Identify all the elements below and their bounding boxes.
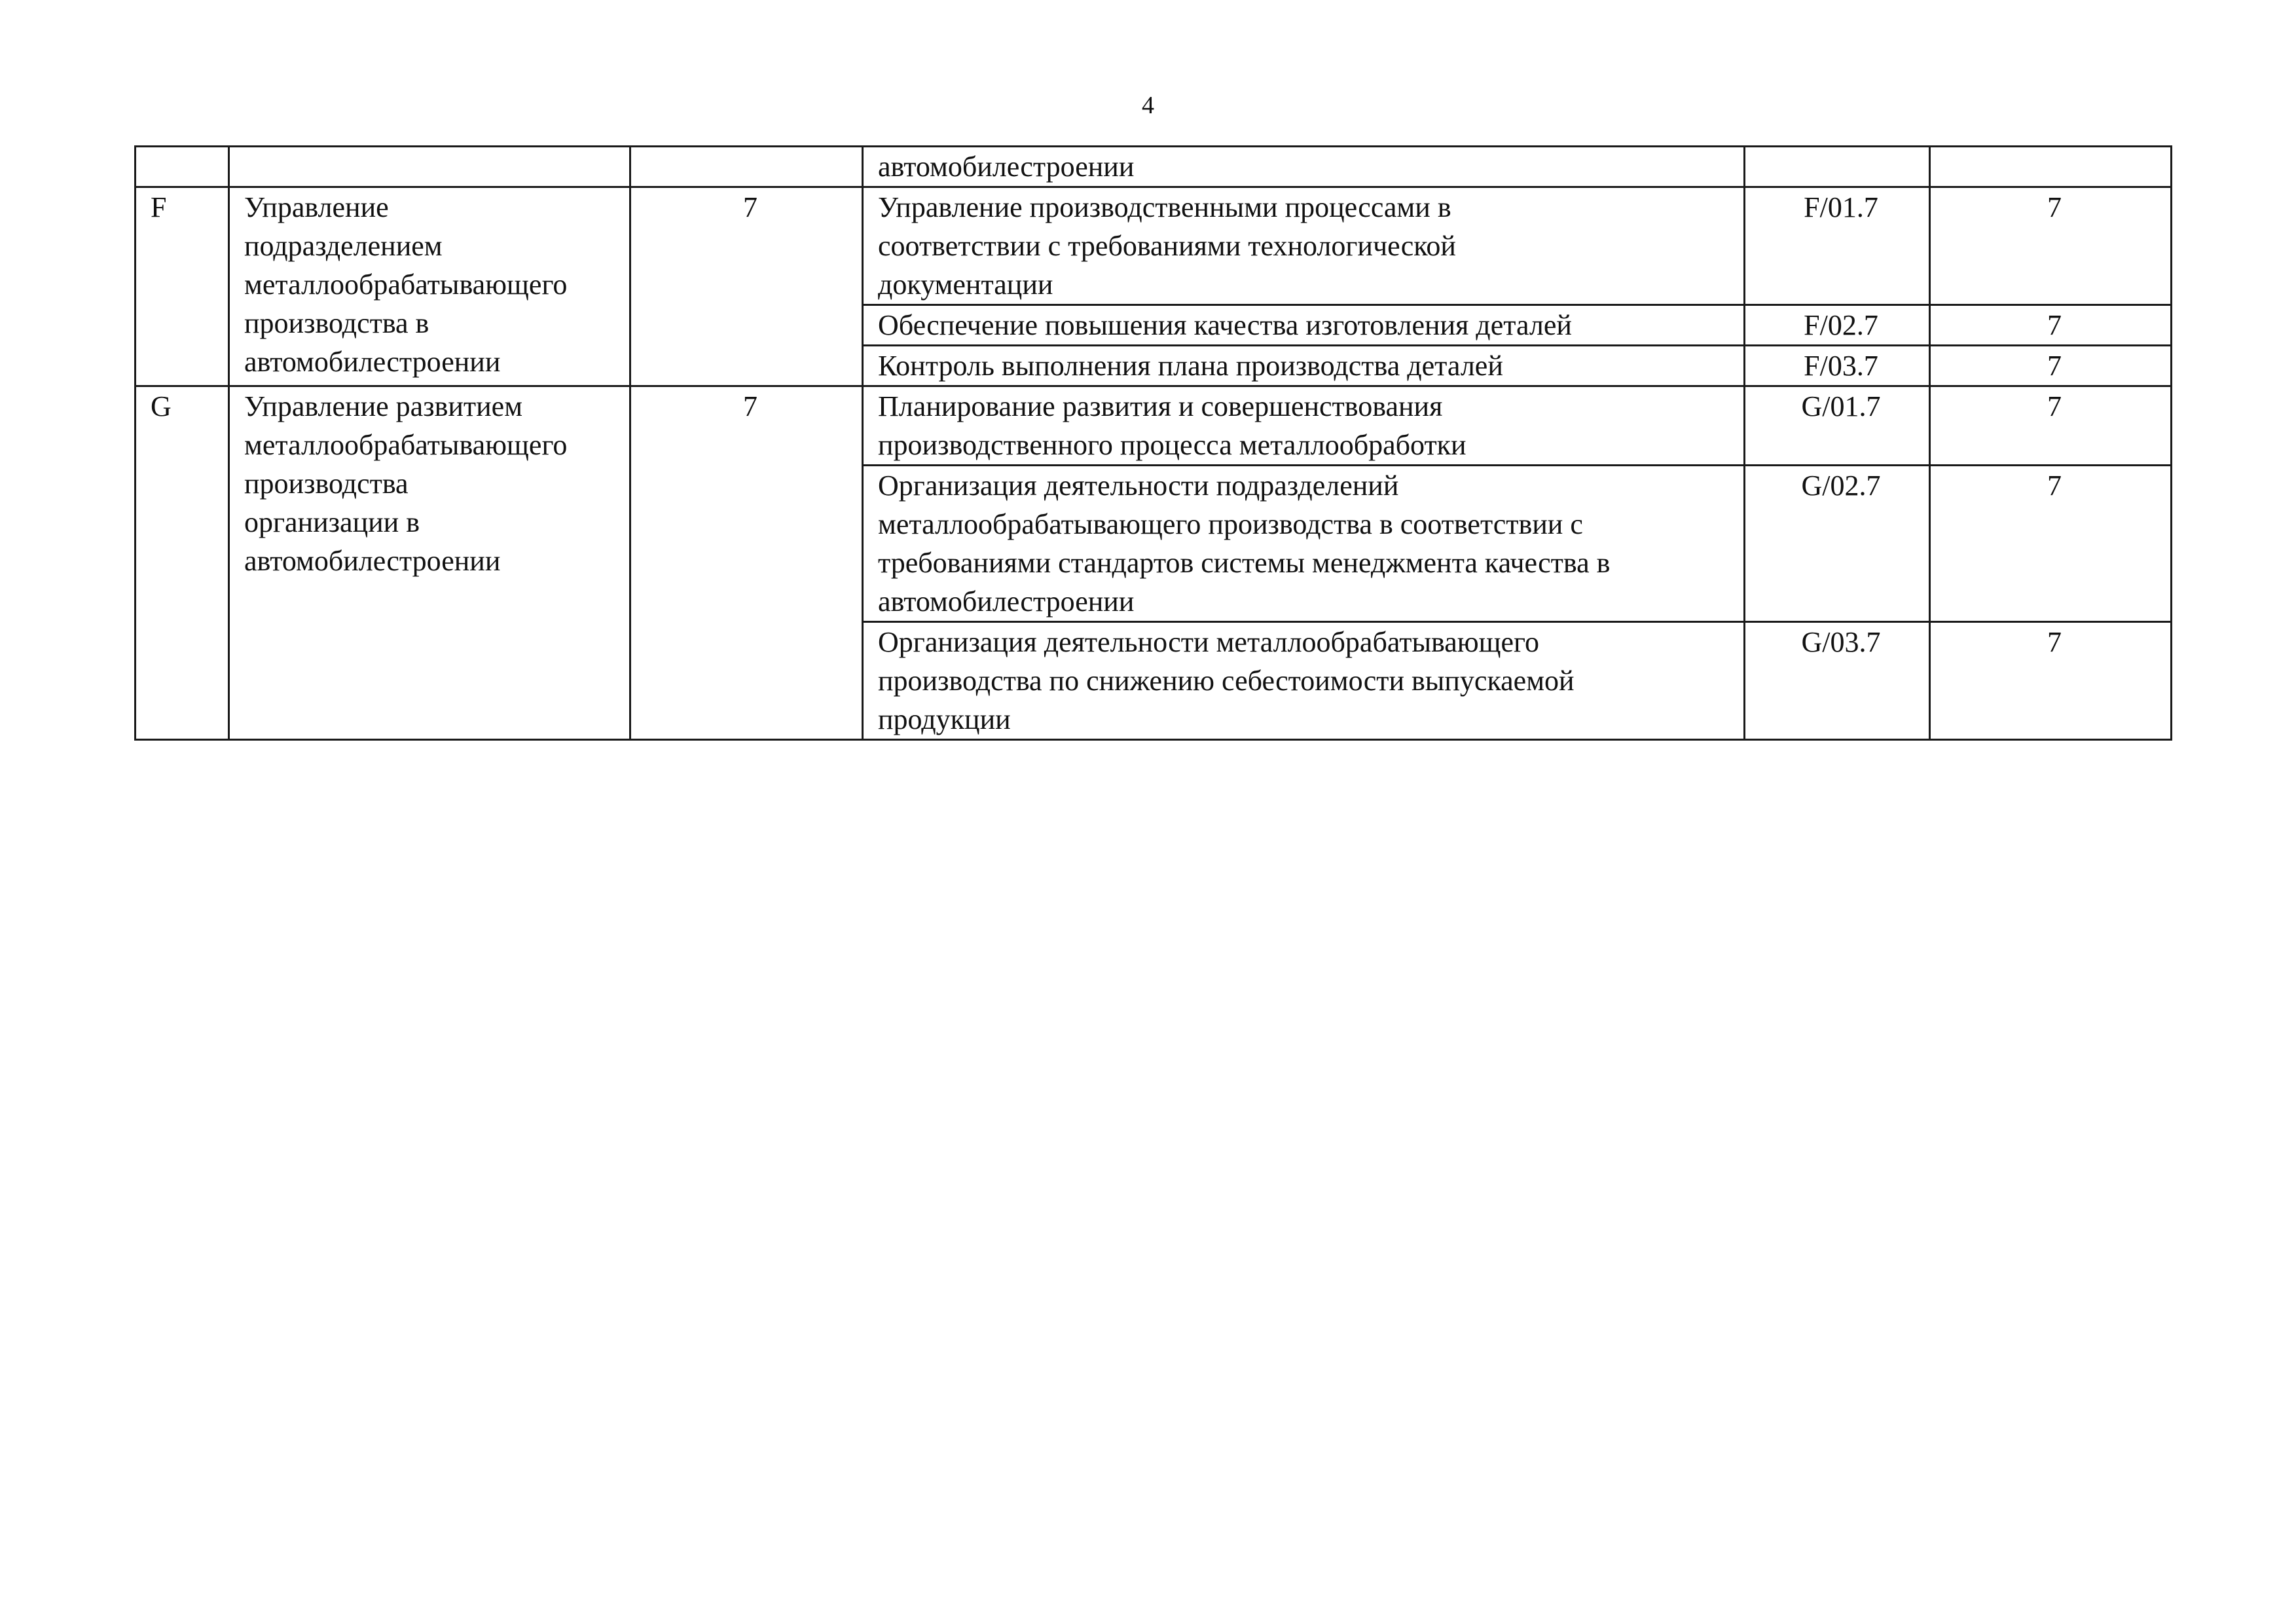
function-level-cell <box>1930 622 2172 740</box>
group-code-cell <box>136 386 229 740</box>
group-name: Управление развитием металлообрабатывающего производства организации в автомобилестроении <box>244 390 568 577</box>
group-level: 7 <box>743 191 757 223</box>
function-level: 7 <box>2047 470 2062 502</box>
function-level-cell <box>1930 466 2172 622</box>
group-level: 7 <box>743 390 757 422</box>
group-code: G <box>151 390 172 422</box>
functions-table <box>134 145 2172 741</box>
function-level-cell <box>1930 346 2172 386</box>
group-name-cell <box>229 187 630 386</box>
function-name: Контроль выполнения плана производства деталей <box>878 350 1503 382</box>
group-level-cell <box>630 386 863 740</box>
group-code-cell <box>136 147 229 187</box>
function-code: G/01.7 <box>1801 390 1881 422</box>
function-level: 7 <box>2047 191 2062 223</box>
function-level: 7 <box>2047 350 2062 382</box>
group-level-cell <box>630 187 863 386</box>
function-name-cell <box>863 305 1745 346</box>
function-code: G/03.7 <box>1801 626 1881 658</box>
function-code-cell <box>1745 305 1930 346</box>
function-name: Планирование развития и совершенствования производственного процесса металлообработки <box>878 390 1467 461</box>
table-row <box>136 386 2172 466</box>
function-name-cell <box>863 466 1745 622</box>
function-level: 7 <box>2047 626 2062 658</box>
group-code-cell <box>136 187 229 386</box>
function-name-cell <box>863 346 1745 386</box>
function-code: F/01.7 <box>1804 191 1878 223</box>
function-name-cell <box>863 622 1745 740</box>
function-level-cell <box>1930 147 2172 187</box>
group-name: Управление подразделением металлообрабатывающего производства в автомобилестроении <box>244 191 568 378</box>
group-level-cell <box>630 147 863 187</box>
function-code-cell <box>1745 346 1930 386</box>
group-code: F <box>151 191 167 223</box>
function-code-cell <box>1745 622 1930 740</box>
function-code-cell <box>1745 187 1930 305</box>
function-name-cell <box>863 147 1745 187</box>
table-row <box>136 187 2172 305</box>
function-name: Обеспечение повышения качества изготовления деталей <box>878 309 1572 341</box>
function-name: Управление производственными процессами в соответствии с требованиями технологической документации <box>878 191 1456 301</box>
function-code: G/02.7 <box>1801 470 1881 502</box>
function-code: F/03.7 <box>1804 350 1878 382</box>
function-name: автомобилестроении <box>878 151 1135 183</box>
group-name-cell <box>229 386 630 740</box>
function-name: Организация деятельности подразделений металлообрабатывающего производства в соответствии с требованиями стандартов системы менеджмента качества в автомобилестроении <box>878 470 1611 618</box>
function-name-cell <box>863 187 1745 305</box>
function-code-cell <box>1745 466 1930 622</box>
page-number: 4 <box>1142 92 1154 119</box>
function-level: 7 <box>2047 309 2062 341</box>
function-level: 7 <box>2047 390 2062 422</box>
function-code-cell <box>1745 147 1930 187</box>
function-level-cell <box>1930 187 2172 305</box>
function-level-cell <box>1930 386 2172 466</box>
function-code-cell <box>1745 386 1930 466</box>
function-name: Организация деятельности металлообрабатывающего производства по снижению себестоимости выпускаемой продукции <box>878 626 1575 735</box>
table-row-continuation <box>136 147 2172 187</box>
function-name-cell <box>863 386 1745 466</box>
function-code: F/02.7 <box>1804 309 1878 341</box>
group-name-cell <box>229 147 630 187</box>
function-level-cell <box>1930 305 2172 346</box>
